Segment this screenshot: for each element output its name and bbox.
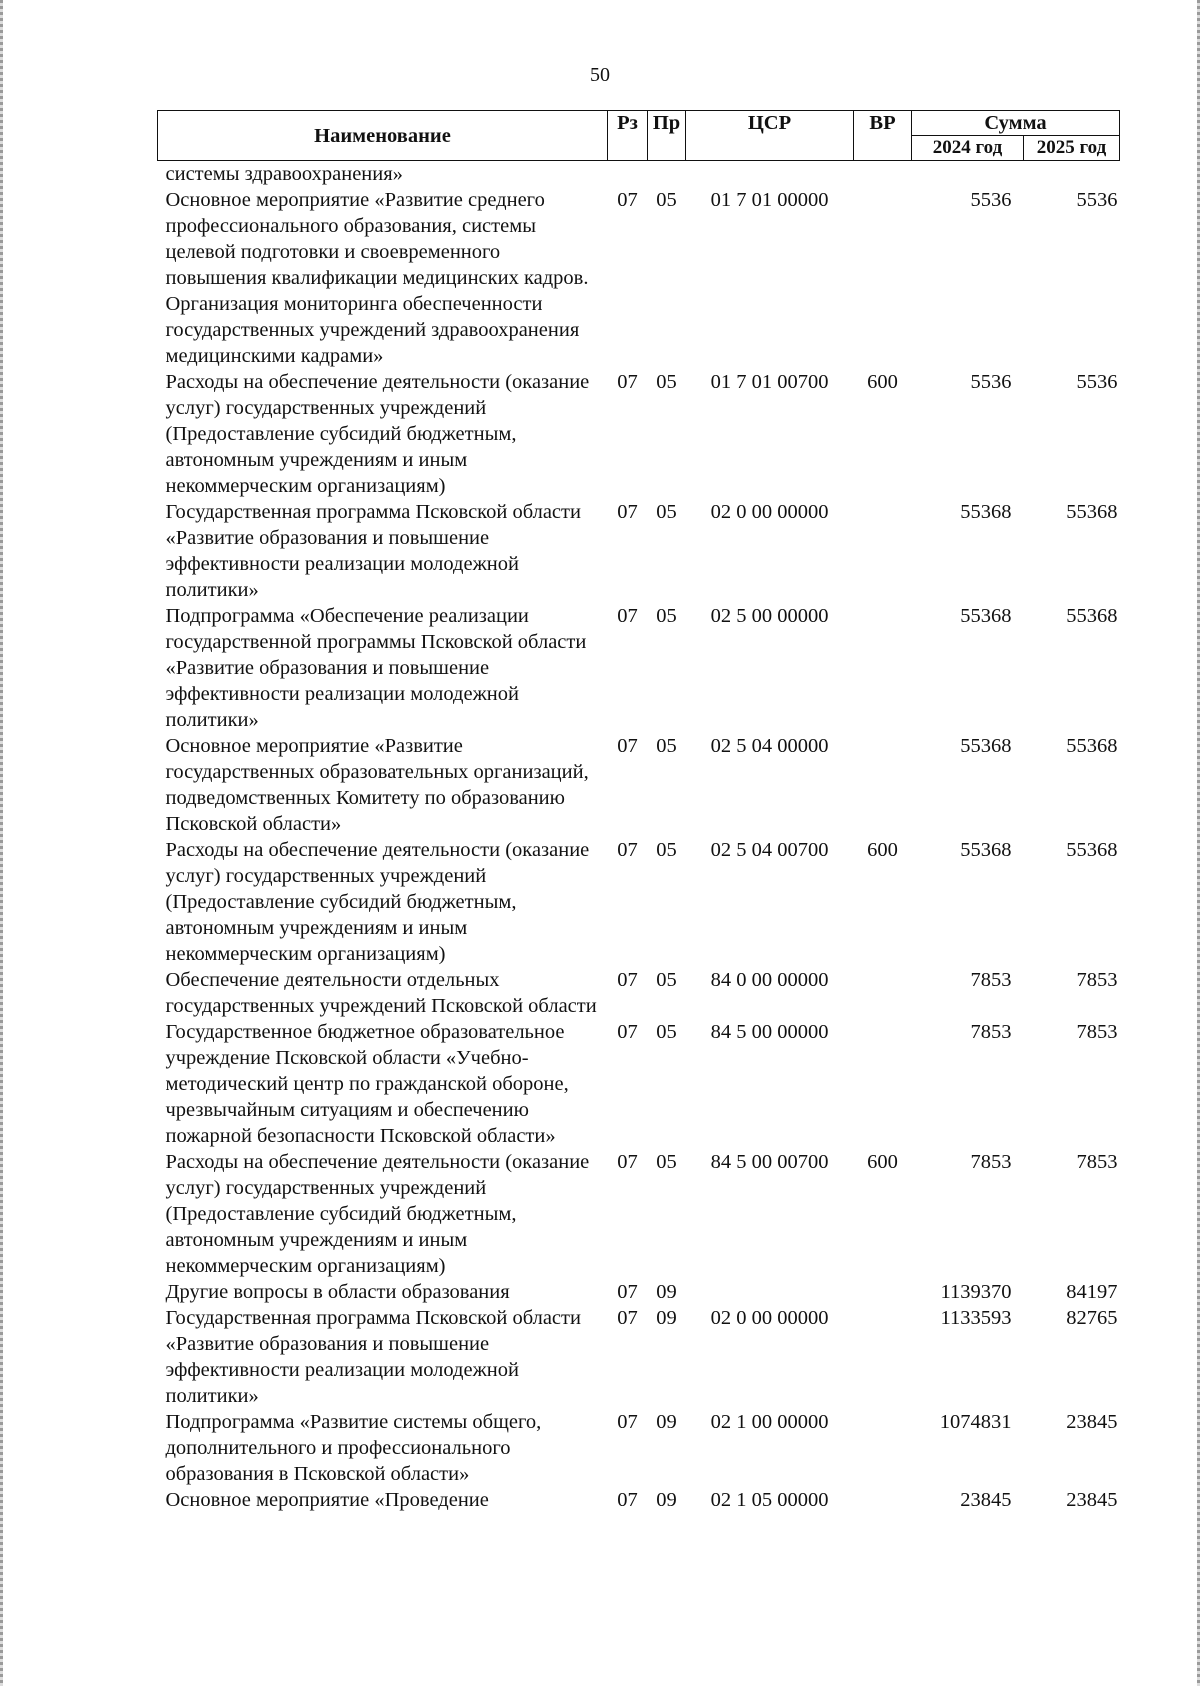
table-row [158,369,1120,499]
row-sum-2024: 1074831 [939,1411,1012,1433]
row-csr: 02 0 00 00000 [710,1307,829,1329]
row-sum-2025: 55368 [1066,839,1118,861]
scan-edge-left [0,0,3,1686]
row-sum-2025: 5536 [1076,371,1118,393]
header-year-2024: 2024 год [912,136,1024,161]
row-name: Государственная программа Псковской области «Развитие образования и повышение эффективности реализации молодежной политики» [165,1307,581,1407]
row-vr: 600 [867,839,898,861]
header-vr: ВР [854,111,912,161]
row-pr: 09 [656,1307,677,1329]
row-sum-2024: 55368 [960,735,1012,757]
row-sum-2024: 5536 [970,371,1012,393]
row-name: Государственная программа Псковской области «Развитие образования и повышение эффективности реализации молодежной политики» [165,501,581,601]
row-sum-2025: 23845 [1066,1411,1118,1433]
row-sum-2024 [912,161,1024,188]
header-pr: Пр [648,111,686,161]
budget-table [157,110,1120,1513]
row-name: Расходы на обеспечение деятельности (оказание услуг) государственных учреждений (Предоставление субсидий бюджетным, автономным учреждениям и иным некоммерческим организациям) [165,371,590,497]
row-csr: 02 0 00 00000 [710,501,829,523]
row-sum-2024: 5536 [970,189,1012,211]
row-name: Другие вопросы в области образования [165,1281,510,1303]
row-csr: 02 1 05 00000 [710,1489,829,1511]
row-rz: 07 [617,371,638,393]
row-vr [854,733,912,837]
row-pr: 05 [656,735,677,757]
row-csr [686,1279,854,1305]
row-rz: 07 [617,1489,638,1511]
row-csr: 01 7 01 00000 [710,189,829,211]
row-name: Подпрограмма «Обеспечение реализации государственной программы Псковской области «Развитие образования и повышение эффективности реализации молодежной политики» [165,605,587,731]
row-sum-2025: 84197 [1066,1281,1118,1303]
row-vr [854,1279,912,1305]
table-row [158,967,1120,1019]
row-name: Обеспечение деятельности отдельных государственных учреждений Псковской области [165,969,597,1017]
row-sum-2024: 7853 [970,969,1012,991]
row-pr: 09 [656,1411,677,1433]
row-name: Государственное бюджетное образовательное учреждение Псковской области «Учебно-методический центр по гражданской обороне, чрезвычайным ситуациям и обеспечению пожарной безопасности Псковской области» [165,1021,569,1147]
row-vr [854,499,912,603]
table-row [158,1305,1120,1409]
page-number: 50 [590,64,610,86]
row-sum-2025: 82765 [1066,1307,1118,1329]
table-row [158,1279,1120,1305]
row-rz: 07 [617,969,638,991]
row-sum-2025: 7853 [1076,969,1118,991]
row-sum-2025: 23845 [1066,1489,1118,1511]
row-vr [854,1019,912,1149]
header-year-2025: 2025 год [1024,136,1120,161]
row-rz: 07 [617,735,638,757]
row-rz: 07 [617,501,638,523]
table-body [158,161,1120,1514]
header-sum: Сумма [912,111,1120,136]
row-pr: 05 [656,839,677,861]
row-vr: 600 [867,1151,898,1173]
row-csr: 84 5 00 00700 [710,1151,829,1173]
row-sum-2024: 23845 [960,1489,1012,1511]
row-pr: 05 [656,189,677,211]
row-csr: 02 5 00 00000 [710,605,829,627]
row-rz: 07 [617,1281,638,1303]
row-name: Подпрограмма «Развитие системы общего, дополнительного и профессионального образования в Псковской области» [165,1411,542,1485]
row-pr: 09 [656,1489,677,1511]
table-row [158,1019,1120,1149]
row-rz [608,161,648,188]
row-name: системы здравоохранения» [165,163,403,185]
row-pr: 05 [656,501,677,523]
row-rz: 07 [617,839,638,861]
table-row [158,1487,1120,1513]
row-vr [854,161,912,188]
row-csr [686,161,854,188]
table-row [158,1409,1120,1487]
row-csr: 84 0 00 00000 [710,969,829,991]
table-row [158,837,1120,967]
row-sum-2025: 7853 [1076,1151,1118,1173]
row-sum-2025: 55368 [1066,735,1118,757]
row-sum-2024: 1139370 [940,1281,1012,1303]
row-sum-2025: 7853 [1076,1021,1118,1043]
row-sum-2024: 55368 [960,501,1012,523]
row-name: Основное мероприятие «Развитие среднего профессионального образования, системы целевой подготовки и своевременного повышения квалификации медицинских кадров. Организация мониторинга обеспеченности государственных учреждений здравоохранения медицинскими кадрами» [165,189,589,367]
table-row [158,187,1120,369]
header-csr: ЦСР [686,111,854,161]
row-sum-2024: 55368 [960,605,1012,627]
row-rz: 07 [617,189,638,211]
table-row [158,603,1120,733]
row-name: Основное мероприятие «Проведение [165,1489,489,1511]
row-rz: 07 [617,605,638,627]
row-pr: 05 [656,605,677,627]
row-sum-2024: 1133593 [940,1307,1012,1329]
row-sum-2025: 5536 [1076,189,1118,211]
row-csr: 02 1 00 00000 [710,1411,829,1433]
row-pr: 05 [656,1021,677,1043]
row-rz: 07 [617,1151,638,1173]
row-name: Расходы на обеспечение деятельности (оказание услуг) государственных учреждений (Предоставление субсидий бюджетным, автономным учреждениям и иным некоммерческим организациям) [165,839,590,965]
row-sum-2024: 55368 [960,839,1012,861]
row-pr: 09 [656,1281,677,1303]
row-vr [854,1305,912,1409]
table-row [158,733,1120,837]
row-pr: 05 [656,969,677,991]
row-vr [854,1487,912,1513]
row-vr: 600 [867,371,898,393]
row-csr: 02 5 04 00700 [710,839,829,861]
row-vr [854,603,912,733]
row-rz: 07 [617,1021,638,1043]
row-sum-2024: 7853 [970,1151,1012,1173]
row-rz: 07 [617,1307,638,1329]
row-vr [854,1409,912,1487]
table-row [158,499,1120,603]
row-sum-2025: 55368 [1066,501,1118,523]
header-rz: Рз [608,111,648,161]
row-csr: 84 5 00 00000 [710,1021,829,1043]
row-pr: 05 [656,371,677,393]
row-csr: 01 7 01 00700 [710,371,829,393]
row-pr: 05 [656,1151,677,1173]
row-name: Основное мероприятие «Развитие государственных образовательных организаций, подведомственных Комитету по образованию Псковской области» [165,735,589,835]
table-row [158,161,1120,188]
row-vr [854,967,912,1019]
row-pr [648,161,686,188]
row-name: Расходы на обеспечение деятельности (оказание услуг) государственных учреждений (Предоставление субсидий бюджетным, автономным учреждениям и иным некоммерческим организациям) [165,1151,590,1277]
row-vr [854,187,912,369]
table-header [158,111,1120,161]
table-row [158,1149,1120,1279]
row-rz: 07 [617,1411,638,1433]
row-sum-2024: 7853 [970,1021,1012,1043]
header-name: Наименование [158,111,608,161]
row-sum-2025: 55368 [1066,605,1118,627]
row-csr: 02 5 04 00000 [710,735,829,757]
row-sum-2025 [1024,161,1120,188]
